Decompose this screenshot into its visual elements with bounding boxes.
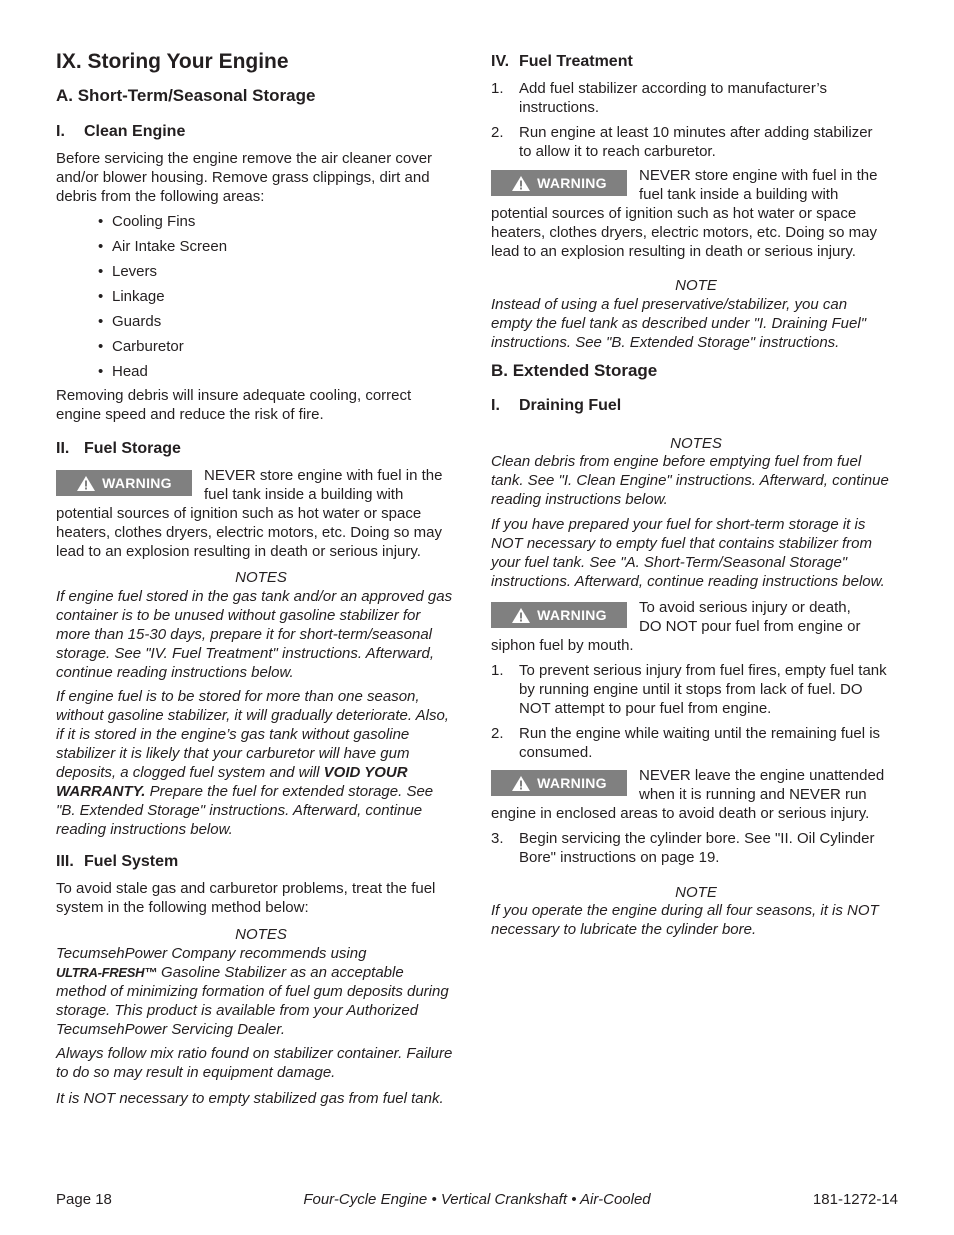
list-item: 1. To prevent serious injury from fuel fires, empty fuel tank by running engine until it stops from lack of fuel. DO NOT attempt to pour fuel from engine. bbox=[491, 662, 887, 717]
warning-text-continued: engine in enclosed areas to avoid death or serious injury. bbox=[491, 805, 870, 822]
warning-triangle-icon bbox=[511, 775, 531, 792]
list-item: • Linkage bbox=[98, 288, 165, 305]
clean-engine-intro: Before servicing the engine remove the air cleaner cover and/or blower housing. Remove grass clippings, dirt and debris from the following areas: bbox=[56, 150, 433, 205]
warning-badge: WARNING bbox=[491, 602, 627, 628]
note-paragraph: If you operate the engine during all four seasons, it is NOT necessary to lubricate the cylinder bore. bbox=[491, 902, 879, 938]
warning-badge: WARNING bbox=[56, 470, 192, 496]
list-item: • Levers bbox=[98, 263, 158, 280]
note-paragraph: Instead of using a fuel preservative/stabilizer, you can empty the fuel tank as described under "I. Draining Fuel" instructions. See "B. Extended Storage" instructions. bbox=[491, 296, 867, 351]
notes-paragraph: If you have prepared your fuel for short-term storage it is NOT necessary to empty fuel that contains stabilizer from your fuel tank. See "A. Short-Term/Seasonal Storage" instructions. Afterward, continue reading instructions below. bbox=[491, 516, 885, 590]
warning-text-continued: siphon fuel by mouth. bbox=[491, 637, 634, 654]
fuel-treatment-steps bbox=[491, 79, 901, 161]
draining-fuel-heading: I. Draining Fuel bbox=[491, 397, 622, 414]
notes-heading: NOTES bbox=[670, 435, 722, 452]
warning-triangle-icon bbox=[511, 175, 531, 192]
warning-text: NEVER store engine with fuel in the fuel tank inside a building with bbox=[639, 167, 878, 203]
notes-heading: NOTES bbox=[235, 926, 287, 943]
removing-debris-text: Removing debris will insure adequate cooling, correct engine speed and reduce the risk of fire. bbox=[56, 387, 412, 423]
note-heading: NOTE bbox=[675, 884, 717, 901]
warning-text: To avoid serious injury or death, DO NOT pour fuel from engine or bbox=[639, 599, 861, 635]
document-code: 181-1272-14 bbox=[812, 1191, 898, 1208]
notes-paragraph: If engine fuel is to be stored for more than one season, without gasoline stabilizer, it will gradually deteriorate. Also, if it is stored in the engine’s gas tank without gasoline stabilizer it is likely that your carburetor will have gum deposits, a clogged fuel system and will VOID YOUR WARRANTY. Prepare the fuel for extended storage. See "B. Extended Storage" instructions. Afterward, continue reading instructions below. bbox=[56, 688, 449, 838]
warning-badge: WARNING bbox=[491, 770, 627, 796]
notes-paragraph: If engine fuel stored in the gas tank and/or an approved gas container is to be unused without gasoline stabilizer for more than 15-30 days, prepare it for short-term/seasonal storage. See "IV. Fuel Treatment" instructions. Afterward, continue reading instructions below. bbox=[56, 588, 453, 681]
list-item: • Air Intake Screen bbox=[98, 238, 228, 255]
section-b-heading: B. Extended Storage bbox=[491, 361, 658, 380]
warning-badge: WARNING bbox=[491, 170, 627, 196]
fuel-system-text: To avoid stale gas and carburetor problems, treat the fuel system in the following method below: bbox=[56, 880, 436, 916]
page-title: IX. Storing Your Engine bbox=[56, 50, 289, 73]
ultra-fresh-brand: ULTRA-FRESH™ bbox=[56, 965, 157, 980]
notes-paragraph: Always follow mix ratio found on stabilizer container. Failure to do so may result in equipment damage. bbox=[56, 1045, 453, 1081]
list-item: • Cooling Fins bbox=[98, 213, 196, 230]
footer-title: Four-Cycle Engine • Vertical Crankshaft • Air-Cooled bbox=[303, 1191, 651, 1208]
notes-paragraph: TecumsehPower Company recommends using ULTRA-FRESH™ Gasoline Stabilizer as an acceptable method of minimizing formation of fuel gum deposits during storage. This product is available from your Authorized TecumsehPower Servicing Dealer. bbox=[56, 945, 449, 1038]
notes-paragraph: It is NOT necessary to empty stabilized gas from fuel tank. bbox=[56, 1090, 444, 1107]
list-item: 2. Run the engine while waiting until the remaining fuel is consumed. bbox=[491, 725, 881, 761]
warning-triangle-icon bbox=[76, 475, 96, 492]
list-item: 1. Add fuel stabilizer according to manufacturer’s instructions. bbox=[491, 80, 827, 116]
warning-text: NEVER store engine with fuel in the fuel tank inside a building with bbox=[204, 467, 443, 503]
warning-text: NEVER leave the engine unattended when it is running and NEVER run bbox=[639, 767, 885, 803]
list-item: 3. Begin servicing the cylinder bore. See "II. Oil Cylinder Bore" instructions on page 19. bbox=[491, 830, 875, 866]
clean-engine-heading: I. Clean Engine bbox=[56, 123, 186, 140]
draining-steps bbox=[491, 661, 901, 762]
notes-paragraph: Clean debris from engine before emptying fuel from fuel tank. See "I. Clean Engine" instructions. Afterward, continue reading instructions below. bbox=[491, 453, 889, 508]
cleaning-areas-list bbox=[98, 212, 227, 387]
warning-text-continued: potential sources of ignition such as hot water or space heaters, clothes dryers, electric motors, etc. Doing so may lead to an explosion resulting in death or serious injury. bbox=[56, 505, 442, 560]
list-item: • Head bbox=[98, 363, 148, 380]
list-item: • Carburetor bbox=[98, 338, 184, 355]
fuel-treatment-heading: IV. Fuel Treatment bbox=[491, 53, 633, 70]
fuel-storage-heading: II. Fuel Storage bbox=[56, 440, 181, 457]
note-heading: NOTE bbox=[675, 277, 717, 294]
page-number: Page 18 bbox=[56, 1191, 112, 1208]
section-a-heading: A. Short-Term/Seasonal Storage bbox=[56, 86, 316, 105]
warning-triangle-icon bbox=[511, 607, 531, 624]
warning-text-continued: potential sources of ignition such as hot water or space heaters, clothes dryers, electric motors, etc. Doing so may lead to an explosion resulting in death or serious injury. bbox=[491, 205, 877, 260]
list-item: 2. Run engine at least 10 minutes after adding stabilizer to allow it to reach carburetor. bbox=[491, 124, 873, 160]
notes-heading: NOTES bbox=[235, 569, 287, 586]
draining-step-3 bbox=[491, 829, 901, 867]
list-item: • Guards bbox=[98, 313, 162, 330]
fuel-system-heading: III. Fuel System bbox=[56, 853, 179, 870]
